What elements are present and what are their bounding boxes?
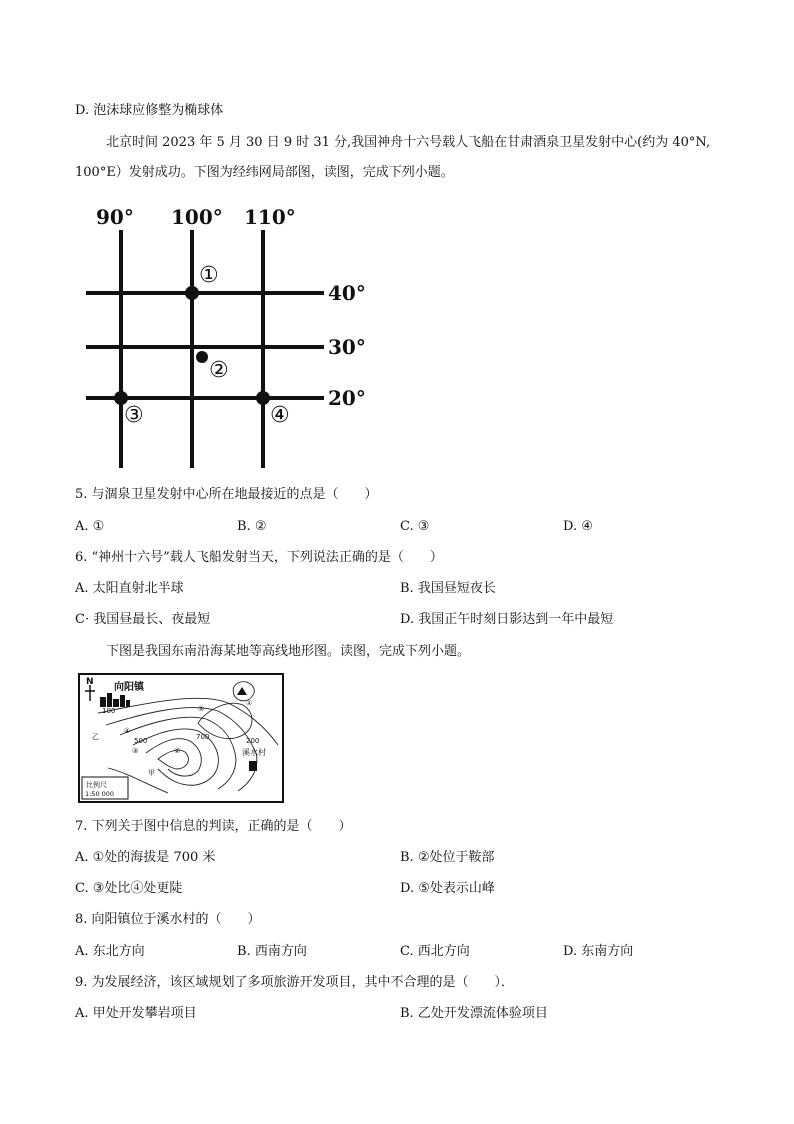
lon-label-110: 110° bbox=[244, 205, 296, 229]
q6-option-a: A. 太阳直射北半球 bbox=[75, 581, 184, 596]
label-2: ② bbox=[174, 747, 181, 755]
town-label: 向阳镇 bbox=[114, 682, 144, 693]
label-yi: 乙 bbox=[92, 733, 99, 741]
village-label: 溪水村 bbox=[242, 748, 266, 757]
point-4-dot bbox=[256, 391, 270, 405]
label-3: ③ bbox=[132, 747, 139, 755]
point-3-label: ③ bbox=[124, 403, 144, 428]
q9-stem: 9. 为发展经济，该区域规划了多项旅游开发项目，其中不合理的是（ ）． bbox=[75, 975, 515, 990]
point-2-label: ② bbox=[209, 358, 229, 383]
q7-option-c: C. ③处比④处更陡 bbox=[75, 881, 183, 896]
q5-option-d: D. ④ bbox=[563, 519, 593, 534]
q4-option-d: D. 泡沫球应修整为椭球体 bbox=[75, 103, 224, 118]
q7-stem: 7. 下列关于图中信息的判读，正确的是（ ） bbox=[75, 819, 352, 834]
q9-option-a: A. 甲处开发攀岩项目 bbox=[75, 1006, 197, 1021]
q7-option-b: B. ②处位于鞍部 bbox=[400, 850, 495, 865]
label-5: ⑤ bbox=[198, 705, 205, 713]
intro-paragraph-2: 下图是我国东南沿海某地等高线地形图。读图，完成下列小题。 bbox=[106, 644, 471, 659]
q6-stem: 6. “神州十六号”载人飞船发射当天，下列说法正确的是（ ） bbox=[75, 550, 443, 565]
q6-option-d: D. 我国正午时刻日影达到一年中最短 bbox=[400, 612, 614, 627]
intro-paragraph-line2: 100°E）发射成功。下图为经纬网局部图，读图，完成下列小题。 bbox=[75, 165, 454, 180]
label-1: ① bbox=[246, 699, 253, 707]
q7-option-a: A. ①处的海拔是 700 米 bbox=[75, 850, 216, 865]
lat-lon-grid-figure bbox=[76, 200, 376, 470]
lat-label-40: 40° bbox=[328, 281, 366, 305]
contour-map-figure bbox=[78, 673, 284, 803]
village-marker-icon bbox=[249, 761, 257, 771]
scale-value: 1:50 000 bbox=[85, 790, 115, 798]
q8-option-d: D. 东南方向 bbox=[563, 944, 634, 959]
q6-option-c: C· 我国昼最长、夜最短 bbox=[75, 612, 211, 627]
q9-option-b: B. 乙处开发漂流体验项目 bbox=[400, 1006, 548, 1021]
q8-stem: 8. 向阳镇位于溪水村的（ ） bbox=[75, 912, 261, 927]
contour-label-700: 700 bbox=[196, 733, 210, 741]
label-4: ④ bbox=[124, 727, 131, 735]
intro-paragraph-line1: 北京时间 2023 年 5 月 30 日 9 时 31 分,我国神舟十六号载人飞船在甘肃酒泉卫星发射中心(约为 40°N, bbox=[106, 135, 711, 150]
q5-stem: 5. 与涸泉卫星发射中心所在地最接近的点是（ ） bbox=[75, 487, 378, 502]
q5-option-c: C. ③ bbox=[400, 519, 430, 534]
contour-label-200: 200 bbox=[246, 737, 260, 745]
q5-option-b: B. ② bbox=[237, 519, 267, 534]
lon-label-90: 90° bbox=[96, 205, 134, 229]
q8-option-c: C. 西北方向 bbox=[400, 944, 470, 959]
q8-option-b: B. 西南方向 bbox=[237, 944, 307, 959]
point-1-label: ① bbox=[199, 263, 219, 288]
scale-title: 比例尺 bbox=[86, 781, 107, 789]
point-2-dot bbox=[196, 351, 208, 363]
lat-label-30: 30° bbox=[328, 335, 366, 359]
contour-label-100: 100 bbox=[102, 707, 116, 715]
q7-option-d: D. ⑤处表示山峰 bbox=[400, 881, 495, 896]
q8-option-a: A. 东北方向 bbox=[75, 944, 145, 959]
lat-label-20: 20° bbox=[328, 386, 366, 410]
north-label: N bbox=[86, 677, 94, 687]
q5-option-a: A. ① bbox=[75, 519, 105, 534]
lon-label-100: 100° bbox=[171, 205, 223, 229]
label-jia: 甲 bbox=[148, 769, 155, 777]
q6-option-b: B. 我国昼短夜长 bbox=[400, 581, 496, 596]
point-4-label: ④ bbox=[270, 403, 290, 428]
contour-label-500: 500 bbox=[134, 737, 148, 745]
point-1-dot bbox=[185, 286, 199, 300]
